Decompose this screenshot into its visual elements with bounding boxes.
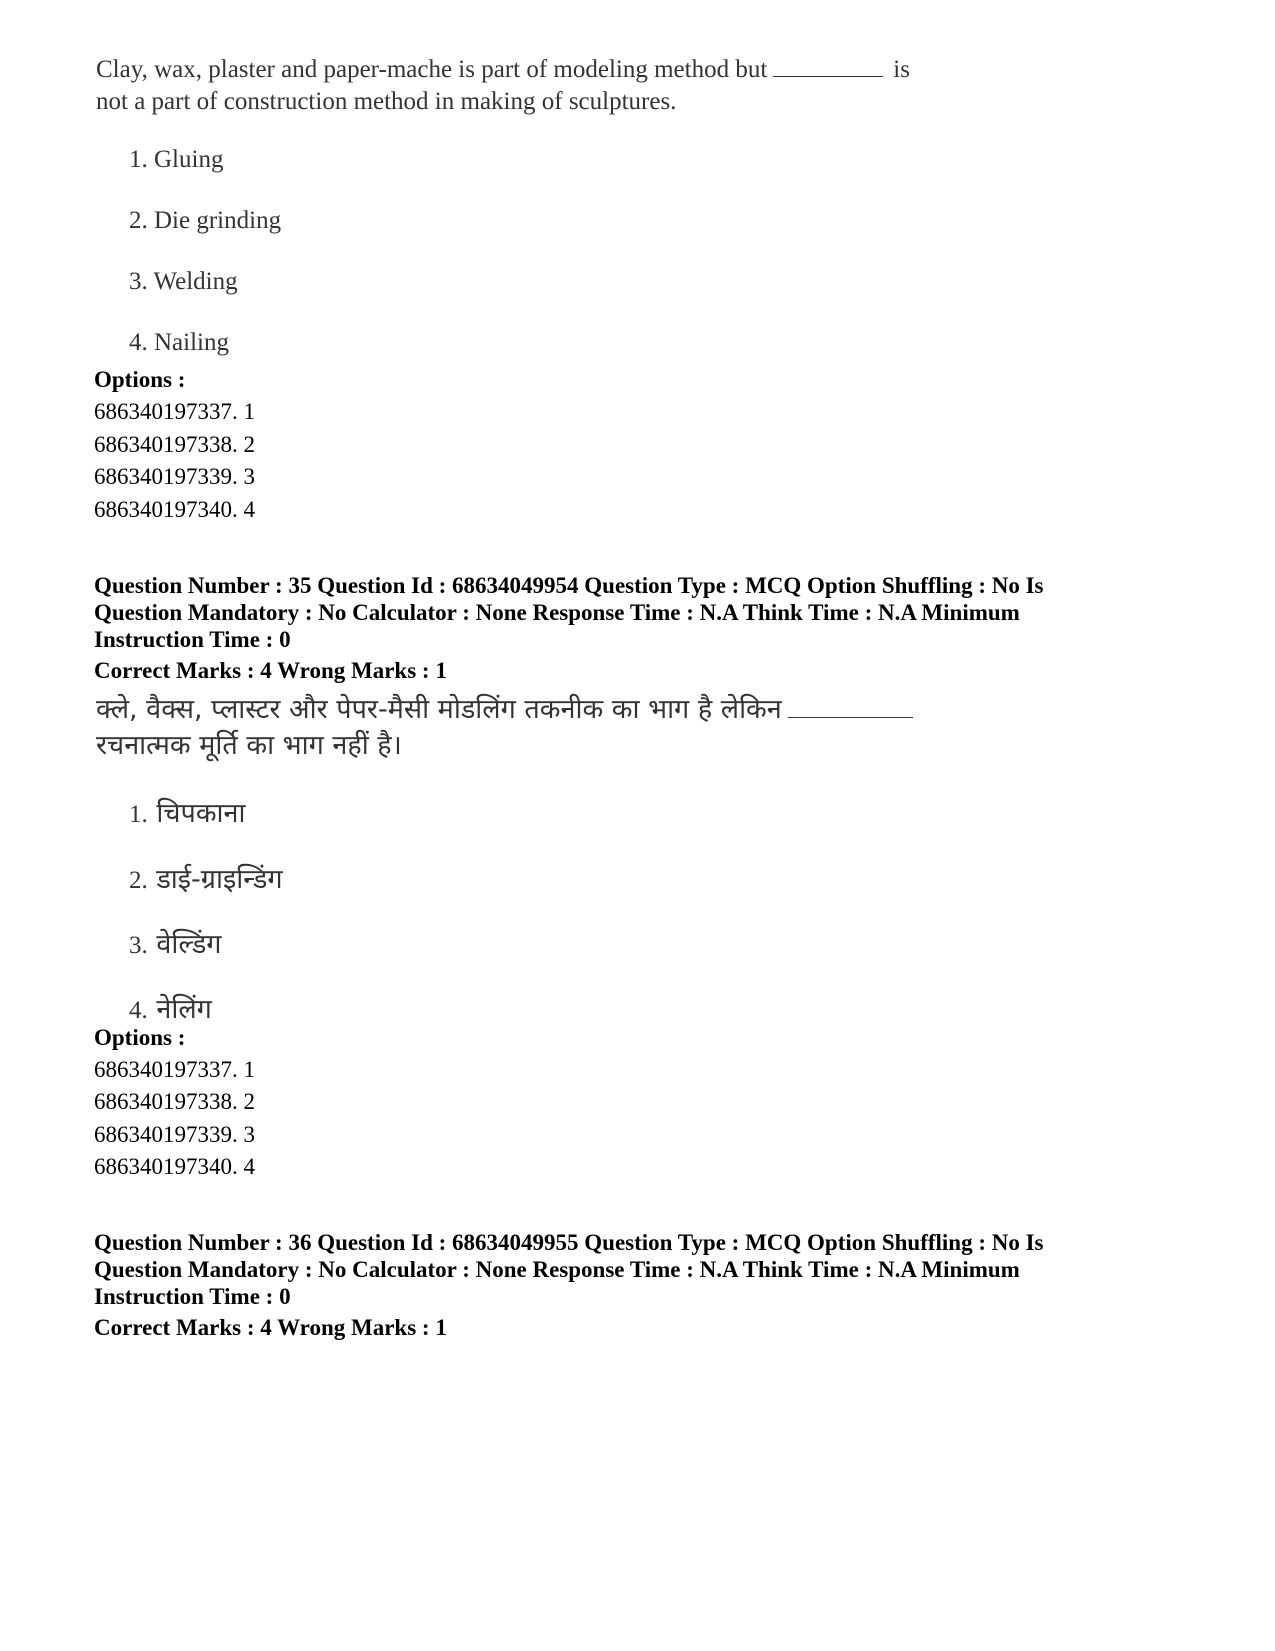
q35-meta-line2: Question Mandatory : No Calculator : None Response Time : N.A Think Time : N.A Minimum — [94, 600, 1020, 625]
q35-metadata — [94, 572, 1094, 653]
q34-option-3: 686340197339. 3 — [94, 464, 255, 489]
q35-question-line1: क्ले, वैक्स, प्लास्टर और पेपर-मैसी मोडलिंग तकनीक का भाग है लेकिन — [96, 692, 1096, 728]
q35-choice-4: 4. नेलिंग — [129, 994, 212, 1025]
answer-blank — [773, 56, 883, 77]
q35-meta-line1: Question Number : 35 Question Id : 68634049954 Question Type : MCQ Option Shuffling : No Is — [94, 573, 1044, 598]
q36-meta-line1: Question Number : 36 Question Id : 68634049955 Question Type : MCQ Option Shuffling : No Is — [94, 1230, 1044, 1255]
q35-option-4: 686340197340. 4 — [94, 1154, 255, 1179]
q34-choice-3: 3. Welding — [129, 268, 238, 295]
q35-choice-3: 3. वेल्डिंग — [129, 929, 222, 960]
q34-choice-4: 4. Nailing — [129, 329, 229, 356]
q34-choice-2: 2. Die grinding — [129, 207, 282, 234]
q36-meta-line2: Question Mandatory : No Calculator : None Response Time : N.A Think Time : N.A Minimum — [94, 1257, 1020, 1282]
q34-option-2: 686340197338. 2 — [94, 432, 255, 457]
q34-option-4: 686340197340. 4 — [94, 497, 255, 522]
q35-option-1: 686340197337. 1 — [94, 1057, 255, 1082]
q35-choice-1: 1. चिपकाना — [129, 798, 246, 829]
q36-metadata — [94, 1229, 1094, 1310]
q35-choice-2: 2. डाई-ग्राइन्डिंग — [129, 864, 283, 895]
q34-choice-1: 1. Gluing — [129, 146, 224, 173]
q36-meta-line3: Instruction Time : 0 — [94, 1284, 291, 1309]
q34-question-text — [96, 54, 1096, 118]
q35-options-label: Options : — [94, 1025, 186, 1050]
q36-marks: Correct Marks : 4 Wrong Marks : 1 — [94, 1315, 447, 1340]
q34-options-label: Options : — [94, 367, 186, 392]
q34-question-line1: Clay, wax, plaster and paper-mache is part of modeling method but is — [96, 56, 910, 83]
q35-marks: Correct Marks : 4 Wrong Marks : 1 — [94, 658, 447, 683]
q35-meta-line3: Instruction Time : 0 — [94, 627, 291, 652]
q35-option-2: 686340197338. 2 — [94, 1089, 255, 1114]
q35-question-line2: रचनात्मक मूर्ति का भाग नहीं है। — [96, 730, 402, 761]
q34-option-1: 686340197337. 1 — [94, 399, 255, 424]
answer-blank — [788, 695, 913, 718]
q35-question-text — [96, 692, 1096, 764]
q34-question-line2: not a part of construction method in making of sculptures. — [96, 88, 677, 115]
q35-option-3: 686340197339. 3 — [94, 1122, 255, 1147]
